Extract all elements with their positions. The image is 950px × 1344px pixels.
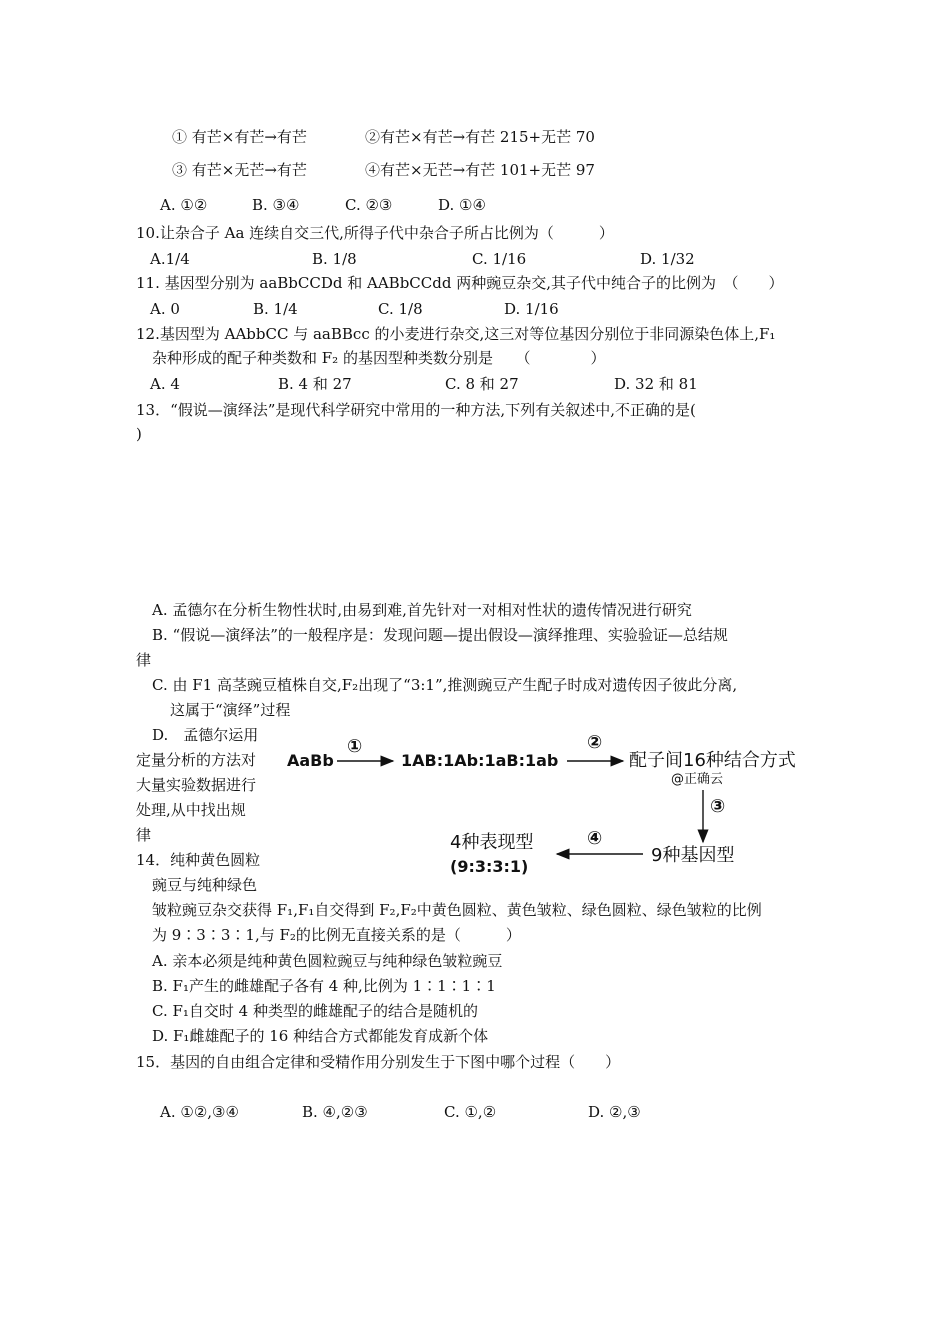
q14-option-c: C. F₁自交时 4 种类型的雌雄配子的结合是随机的 — [152, 1002, 478, 1020]
q13-option-c-line1: C. 由 F1 高茎豌豆植株自交,F₂出现了“3:1”,推测豌豆产生配子时成对遗传因子彼此分离, — [152, 676, 738, 694]
q13-stem-line1: 13．“假说—演绎法”是现代科学研究中常用的一种方法,下列有关叙述中,不正确的是( — [136, 401, 696, 419]
q12-stem-line1: 12.基因型为 AAbbCC 与 aaBBcc 的小麦进行杂交,这三对等位基因分别位于非同源染色体上,F₁ — [136, 325, 776, 343]
q13-option-d-line1: D. 孟德尔运用 — [152, 726, 259, 744]
q15-choice-a: A. ①②,③④ — [160, 1103, 239, 1121]
q10-choice-b: B. 1/8 — [312, 250, 357, 268]
q13-option-d-line3: 大量实验数据进行 — [136, 776, 257, 794]
q13-option-a: A. 孟德尔在分析生物性状时,由易到难,首先针对一对相对性状的遗传情况进行研究 — [152, 601, 692, 619]
phenotype-ratio: (9:3:3:1) — [450, 857, 529, 876]
q9-choice-d: D. ①④ — [438, 196, 486, 214]
q10-choice-d: D. 1/32 — [640, 250, 695, 268]
q15-stem: 15．基因的自由组合定律和受精作用分别发生于下图中哪个过程（ ） — [136, 1053, 621, 1071]
step-4-label: ④ — [587, 828, 603, 849]
q15-choice-b: B. ④,②③ — [302, 1103, 368, 1121]
q15-choice-c: C. ①,② — [444, 1103, 497, 1121]
q14-stem-line1: 14．纯种黄色圆粒 — [136, 851, 261, 869]
q10-choice-c: C. 1/16 — [472, 250, 527, 268]
step-3-label: ③ — [710, 796, 726, 817]
q9-option-4: ④有芒×无芒→有芒 101+无芒 97 — [365, 161, 595, 179]
q14-option-b: B. F₁产生的雌雄配子各有 4 种,比例为 1∶1∶1∶1 — [152, 977, 496, 995]
q13-option-b-line2: 律 — [136, 651, 152, 669]
q13-option-b-line1: B. “假说—演绎法”的一般程序是：发现问题—提出假设—演绎推理、实验验证—总结规 — [152, 626, 728, 644]
q13-option-c-line2: 这属于“演绎”过程 — [170, 701, 291, 719]
q13-option-d-line5: 律 — [136, 826, 152, 844]
step-1-label: ① — [347, 736, 363, 757]
q10-stem: 10.让杂合子 Aa 连续自交三代,所得子代中杂合子所占比例为（ ） — [136, 224, 614, 242]
q11-stem: 11. 基因型分别为 aaBbCCDd 和 AABbCCdd 两种豌豆杂交,其子代中纯合子的比例为 （ ） — [136, 274, 784, 292]
q10-choice-a: A.1/4 — [150, 250, 190, 268]
q11-choice-a: A. 0 — [150, 300, 180, 318]
q13-option-d-line4: 处理,从中找出规 — [136, 801, 246, 819]
q11-choice-d: D. 1/16 — [504, 300, 559, 318]
q13-option-d-line2: 定量分析的方法对 — [136, 751, 257, 769]
q15-choice-d: D. ②,③ — [588, 1103, 641, 1121]
watermark: @正确云 — [671, 772, 724, 787]
q12-stem-line2: 杂种形成的配子种类数和 F₂ 的基因型种类数分别是 （ ） — [152, 349, 606, 367]
phenotype-count: 4种表现型 — [450, 832, 534, 853]
q12-choice-b: B. 4 和 27 — [278, 375, 352, 393]
gene-combination-diagram — [285, 730, 805, 880]
step-2-label: ② — [587, 732, 603, 753]
q9-option-1: ① 有芒×有芒→有芒 — [172, 128, 307, 146]
q14-stem-line2: 豌豆与纯种绿色 — [152, 876, 258, 894]
q11-choice-b: B. 1/4 — [253, 300, 298, 318]
genotype-count: 9种基因型 — [651, 845, 735, 866]
q14-option-a: A. 亲本必须是纯种黄色圆粒豌豆与纯种绿色皱粒豌豆 — [152, 952, 503, 970]
q9-choice-a: A. ①② — [160, 196, 208, 214]
q9-option-2: ②有芒×有芒→有芒 215+无芒 70 — [365, 128, 595, 146]
q12-choice-c: C. 8 和 27 — [445, 375, 519, 393]
q14-option-d: D. F₁雌雄配子的 16 种结合方式都能发育成新个体 — [152, 1027, 489, 1045]
q11-choice-c: C. 1/8 — [378, 300, 423, 318]
q9-choice-b: B. ③④ — [252, 196, 300, 214]
q12-choice-a: A. 4 — [150, 375, 180, 393]
q9-choice-c: C. ②③ — [345, 196, 393, 214]
parent-genotype: AaBb — [287, 751, 334, 770]
gamete-ratio: 1AB:1Ab:1aB:1ab — [401, 751, 559, 770]
q9-option-3: ③ 有芒×无芒→有芒 — [172, 161, 307, 179]
gamete-combinations: 配子间16种结合方式 — [629, 750, 796, 771]
q13-stem-line2: ) — [136, 425, 142, 443]
q14-stem-line4: 为 9∶3∶3∶1,与 F₂的比例无直接关系的是（ ） — [152, 926, 521, 944]
q12-choice-d: D. 32 和 81 — [614, 375, 698, 393]
q14-stem-line3: 皱粒豌豆杂交获得 F₁,F₁自交得到 F₂,F₂中黄色圆粒、黄色皱粒、绿色圆粒、绿色皱粒的比例 — [152, 901, 762, 919]
